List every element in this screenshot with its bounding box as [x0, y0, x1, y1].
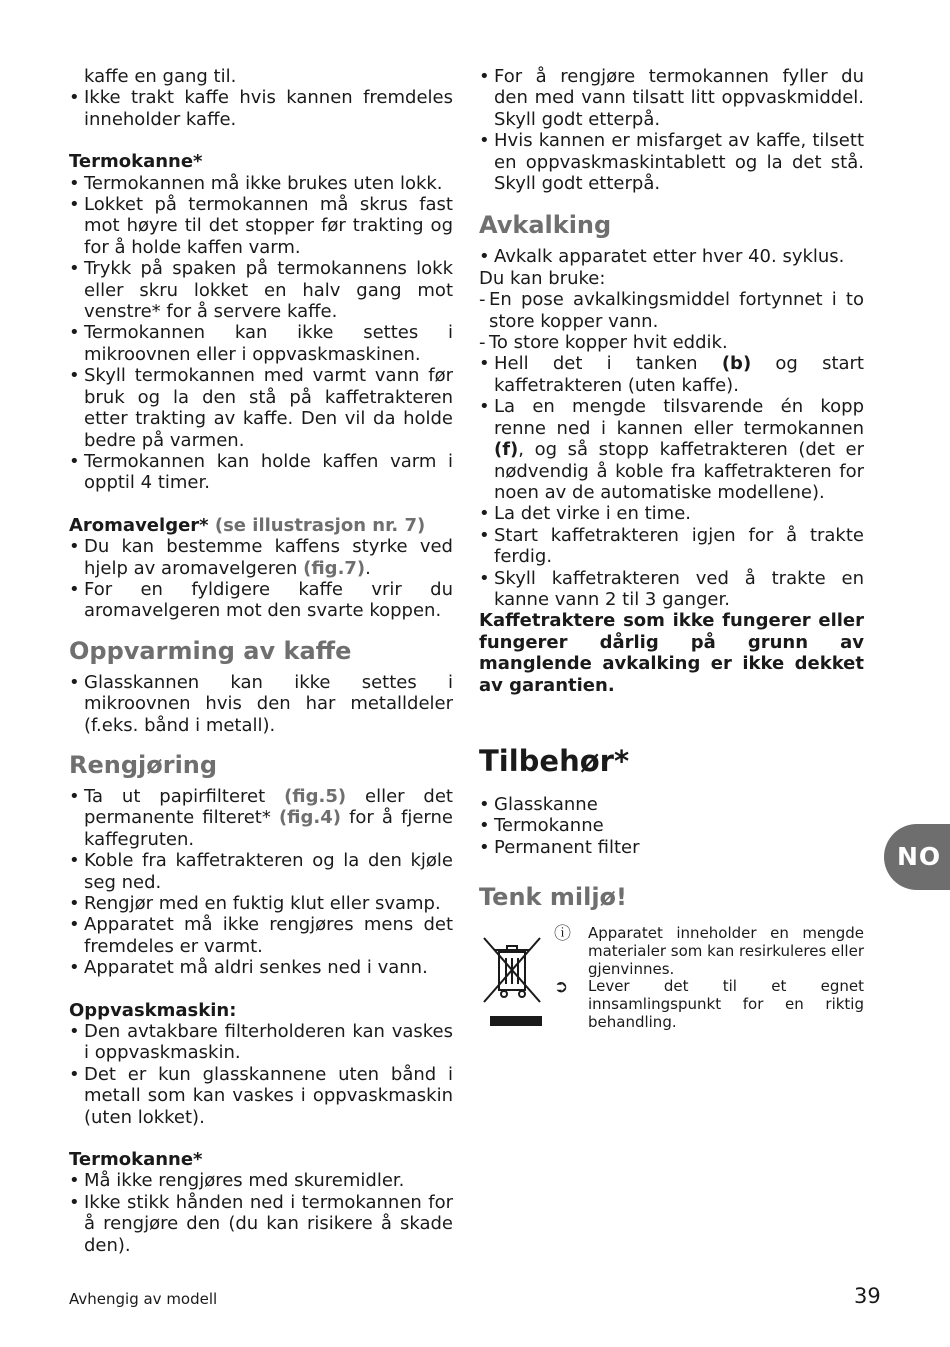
list-item: • Permanent filter — [479, 837, 864, 858]
oppvarming-heading: Oppvarming av kaffe — [69, 636, 352, 665]
page-number: 39 — [854, 1284, 881, 1308]
tenk-miljo-heading: Tenk miljø! — [479, 883, 627, 912]
list-item: • Ikke trakt kaffe hvis kannen fremdeles inneholder kaffe. — [69, 87, 453, 130]
list-item: • Ikke stikk hånden ned i termokannen for å rengjøre den (du kan risikere å skade den). — [69, 1192, 453, 1256]
list-item: • Hell det i tanken (b) og start kaffetrakteren (uten kaffe). — [479, 353, 864, 396]
list-item: - To store kopper hvit eddik. — [479, 332, 864, 353]
list-item: • Apparatet må aldri senkes ned i vann. — [69, 957, 453, 978]
part-reference: (b) — [721, 353, 752, 375]
figure-reference: (fig.5) — [284, 785, 347, 807]
left-column — [69, 66, 453, 1256]
tilbehor-list — [479, 794, 864, 858]
termokanne-heading: Termokanne* — [69, 151, 203, 173]
list-item: • For en fyldigere kaffe vrir du aromavelgeren mot den svarte koppen. — [69, 579, 453, 622]
list-item: • Avkalk apparatet etter hver 40. syklus. — [479, 246, 864, 267]
rengjoring-list — [69, 786, 453, 979]
list-item: • Skyll kaffetrakteren ved å trakte en kanne vann 2 til 3 ganger. — [479, 568, 864, 611]
list-item: • Må ikke rengjøres med skuremidler. — [69, 1170, 453, 1191]
tilbehor-heading: Tilbehør* — [479, 743, 630, 778]
top-list — [479, 66, 864, 194]
environment-notes — [554, 925, 864, 1032]
environment-row: ➲ Lever det til et egnet innsamlingspunkt for en riktig behandling. — [554, 977, 864, 1031]
termokanne-list — [69, 173, 453, 494]
list-item: • La en mengde tilsvarende én kopp renne ned i kannen eller termokannen (f), og så stopp kaffetrakteren (det er nødvendig å koble fra kaffetrakteren for noen av de automatiske modellene). — [479, 396, 864, 503]
list-item: • Det er kun glasskannene uten bånd i metall som kan vaskes i oppvaskmaskin (uten lokket). — [69, 1064, 453, 1128]
aroma-heading: Aromavelger* (se illustrasjon nr. 7) — [69, 514, 426, 536]
termokanne2-heading: Termokanne* — [69, 1149, 203, 1171]
aroma-list — [69, 536, 453, 622]
rengjoring-heading: Rengjøring — [69, 750, 218, 779]
avkalking-heading: Avkalking — [479, 211, 612, 240]
oppvask-list — [69, 1021, 453, 1128]
right-column — [479, 66, 864, 918]
language-tab-label: NO — [897, 842, 942, 871]
list-item: • Glasskannen kan ikke settes i mikroovnen hvis den har metalldeler (f.eks. bånd i metall). — [69, 672, 453, 736]
avkalking-steps — [479, 353, 864, 610]
list-item: • Termokannen må ikke brukes uten lokk. — [69, 173, 453, 194]
crossed-bin-icon — [482, 930, 542, 1026]
list-item: - En pose avkalkingsmiddel fortynnet i to store kopper vann. — [479, 289, 864, 332]
footer-note: Avhengig av modell — [69, 1290, 218, 1308]
list-item: • Apparatet må ikke rengjøres mens det fremdeles er varmt. — [69, 914, 453, 957]
figure-reference: (fig.4) — [278, 807, 341, 829]
figure-reference: (se illustrasjon nr. 7) — [214, 514, 426, 536]
info-icon: ⓘ — [554, 924, 571, 944]
list-item: • Hvis kannen er misfarget av kaffe, tilsett en oppvaskmaskintablett og la det stå. Skyll godt etterpå. — [479, 130, 864, 194]
continued-line: kaffe en gang til. — [84, 66, 237, 87]
list-item: • Den avtakbare filterholderen kan vaskes i oppvaskmaskin. — [69, 1021, 453, 1064]
list-item: • Trykk på spaken på termokannens lokk eller skru lokket en halv gang mot venstre* for å servere kaffe. — [69, 258, 453, 322]
environment-row: ⓘ Apparatet inneholder en mengde materialer som kan resirkuleres eller gjenvinnes. — [554, 924, 864, 978]
avkalking-first-list — [479, 246, 864, 267]
part-reference: (f) — [494, 439, 519, 461]
list-item: • Koble fra kaffetrakteren og la den kjøle seg ned. — [69, 850, 453, 893]
list-item: • Ta ut papirfilteret (fig.5) eller det permanente filteret* (fig.4) for å fjerne kaffegruten. — [69, 786, 453, 850]
list-item: • Rengjør med en fuktig klut eller svamp. — [69, 893, 453, 914]
list-item: • Skyll termokannen med varmt vann før bruk og la den stå på kaffetrakteren etter trakting av kaffe. Den vil da holde bedre på varmen. — [69, 365, 453, 451]
list-item: • Termokanne — [479, 815, 864, 836]
du-kan-bruke: Du kan bruke: — [479, 267, 606, 289]
termokanne2-list — [69, 1170, 453, 1256]
list-item: • Glasskanne — [479, 794, 864, 815]
avkalking-options — [479, 289, 864, 353]
arrow-icon: ➲ — [554, 977, 569, 998]
warranty-warning: Kaffetraktere som ikke fungerer eller fungerer dårlig på grunn av manglende avkalking er ikke dekket av garantien. — [479, 610, 864, 696]
list-item: • Termokannen kan ikke settes i mikroovnen eller i oppvaskmaskinen. — [69, 322, 453, 365]
figure-reference: (fig.7) — [303, 557, 366, 579]
intro-list — [69, 87, 453, 130]
list-item: • Start kaffetrakteren igjen for å trakte ferdig. — [479, 525, 864, 568]
list-item: • For å rengjøre termokannen fyller du den med vann tilsatt litt oppvaskmiddel. Skyll godt etterpå. — [479, 66, 864, 130]
list-item: • Termokannen kan holde kaffen varm i opptil 4 timer. — [69, 451, 453, 494]
oppvarming-list — [69, 672, 453, 736]
oppvask-heading: Oppvaskmaskin: — [69, 999, 237, 1021]
list-item: • La det virke i en time. — [479, 503, 864, 524]
list-item: • Du kan bestemme kaffens styrke ved hjelp av aromavelgeren (fig.7). — [69, 536, 453, 579]
list-item: • Lokket på termokannen må skrus fast mot høyre til det stopper før trakting og for å holde kaffen varm. — [69, 194, 453, 258]
